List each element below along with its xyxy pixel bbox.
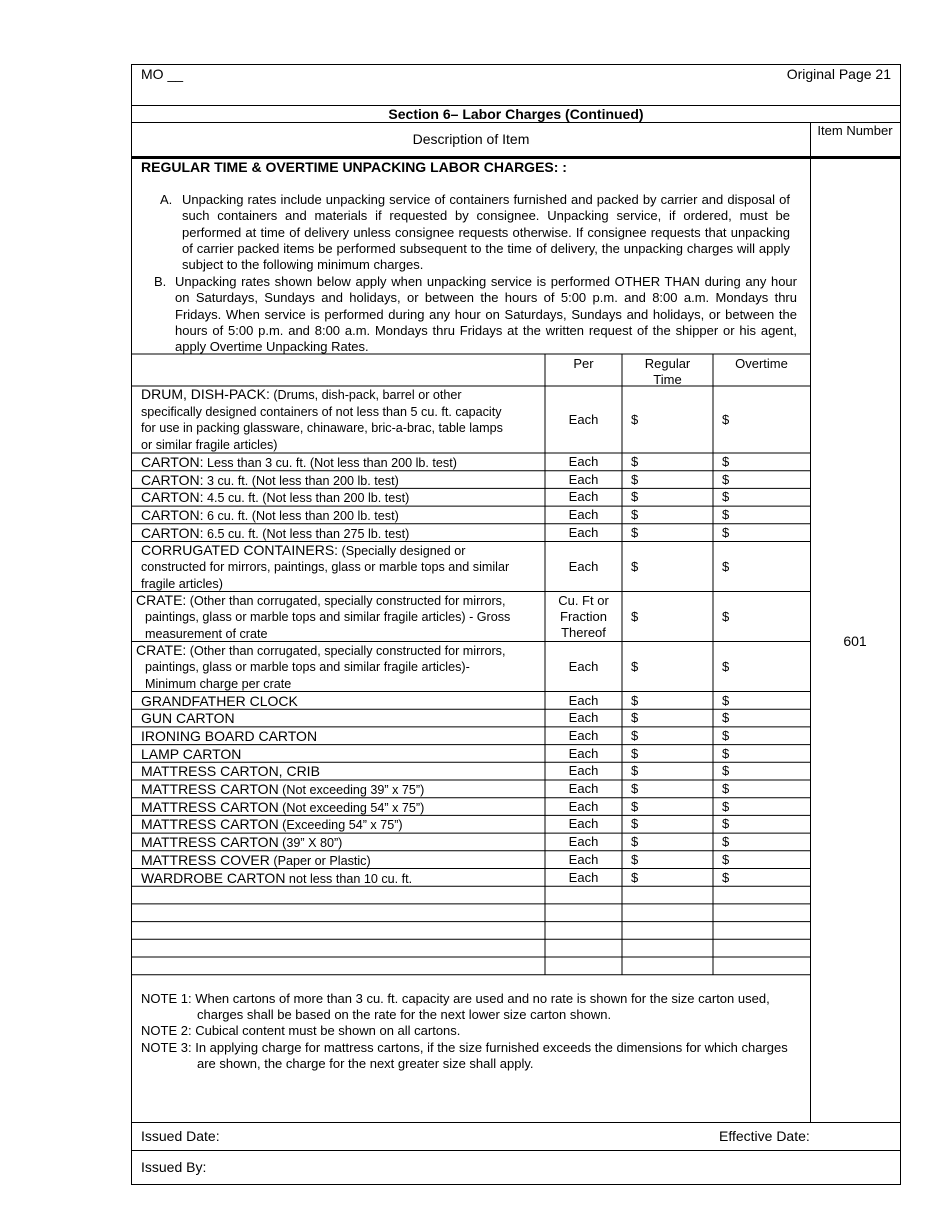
row-per: Each [568,454,599,469]
row-item-detail: (Other than corrugated, specially constructed for mirrors, paintings, glass or marble tops and similar fragile articles)- Minimum charge per crate [145,643,506,691]
notes-block [141,991,801,1072]
table-row [132,869,810,887]
row-per: Each [568,524,599,540]
row-overtime-rate: $ [722,507,730,523]
footer-divider-2 [132,1150,900,1151]
row-description [141,763,541,779]
row-item-name: IRONING BOARD CARTON [141,727,318,744]
main-heading: REGULAR TIME & OVERTIME UNPACKING LABOR CHARGES: : [141,159,567,175]
row-description [141,472,541,489]
row-description [141,870,541,887]
row-regular-rate: $ [631,834,639,850]
row-per: Each [568,489,599,505]
row-per: Each [568,710,599,726]
row-description [141,746,541,762]
table-row [132,592,810,642]
row-item-name: MATTRESS CARTON [141,834,279,851]
note2-text: Cubical content must be shown on all cartons. [195,1023,461,1039]
row-per: Each [568,411,599,427]
issued-by-label: Issued By: [141,1159,207,1175]
row-item-name: GRANDFATHER CLOCK [141,692,298,709]
row-overtime-rate: $ [722,851,730,867]
row-item-name: MATTRESS CARTON, CRIB [141,763,320,780]
row-regular-rate: $ [631,727,639,743]
row-regular-rate: $ [631,745,639,761]
row-item-detail: (Not exceeding 54” x 75”) [278,800,425,815]
overtime-column-header: Overtime [735,356,788,371]
table-row [132,386,810,453]
row-overtime-rate: $ [722,489,730,505]
table-row [132,506,810,524]
row-overtime-rate: $ [722,798,730,814]
section-title: Section 6– Labor Charges (Continued) [388,106,644,122]
note3-text: In applying charge for mattress cartons, if the size furnished exceeds the dimensions for which charges are shown, the charge for the next greater size shall apply. [195,1039,788,1071]
row-description [141,543,513,593]
row-regular-rate: $ [631,798,639,814]
row-regular-rate: $ [631,454,639,469]
row-item-detail: Less than 3 cu. ft. (Not less than 200 lb. test) [203,456,457,470]
row-regular-rate: $ [631,608,639,624]
regular-time-column-header: Regular Time [644,356,691,387]
row-item-name: CORRUGATED CONTAINERS: [141,541,339,558]
row-description [141,525,541,542]
row-description [136,593,517,643]
row-regular-rate: $ [631,411,639,427]
row-per: Each [568,692,599,708]
row-item-name: CARTON: [141,524,204,541]
row-description [141,799,541,816]
row-item-detail: 6 cu. ft. (Not less than 200 lb. test) [203,509,399,524]
row-regular-rate: $ [631,558,639,574]
original-page-label: Original Page 21 [786,66,891,82]
footer-divider [132,1122,900,1123]
issued-date-label: Issued Date: [141,1128,220,1144]
row-description [141,693,541,709]
row-item-detail: (Paper or Plastic) [269,853,371,868]
table-row [132,727,810,745]
row-per: Each [568,834,599,850]
row-overtime-rate: $ [722,781,730,796]
row-per: Each [568,745,599,761]
paragraph-b-label: B. [154,274,167,289]
row-regular-rate: $ [631,816,639,832]
row-regular-rate: $ [631,471,639,487]
note2-label: NOTE 2: [141,1023,192,1039]
note3-label: NOTE 3: [141,1039,192,1055]
row-description [141,489,541,506]
row-per: Each [568,851,599,867]
row-item-detail: (39” X 80”) [278,836,343,851]
item-number-value: 601 [843,633,867,649]
row-per: Each [568,798,599,814]
table-row [132,815,810,833]
description-column-header: Description of Item [412,131,530,147]
row-item-name: CRATE: [136,641,187,658]
table-row [132,542,810,592]
table-row [132,851,810,869]
row-regular-rate: $ [631,658,639,674]
row-regular-rate: $ [631,710,639,726]
row-description [141,507,541,524]
row-description [141,781,541,798]
tariff-page [131,64,901,1185]
row-item-detail: (Specially designed or constructed for mirrors, paintings, glass or marble tops and similar fragile articles) [141,543,510,591]
row-per: Each [568,763,599,779]
note1-text: When cartons of more than 3 cu. ft. capacity are used and no rate is shown for the size carton used, charges shall be based on the rate for the next lower size carton shown. [195,991,770,1023]
table-row [132,780,810,798]
row-regular-rate: $ [631,489,639,505]
row-item-name: MATTRESS CARTON [141,798,279,815]
table-row [132,471,810,489]
row-per: Each [568,558,599,574]
row-per: Each [568,869,599,885]
table-row [132,745,810,763]
row-item-name: MATTRESS CARTON [141,781,279,797]
row-regular-rate: $ [631,507,639,523]
row-item-name: CARTON: [141,489,204,506]
row-regular-rate: $ [631,692,639,708]
row-overtime-rate: $ [722,411,730,427]
table-row [132,709,810,727]
row-description [136,643,517,693]
row-regular-rate: $ [631,869,639,885]
row-description [141,454,541,471]
row-overtime-rate: $ [722,763,730,779]
row-regular-rate: $ [631,851,639,867]
table-row [132,453,810,471]
row-overtime-rate: $ [722,471,730,487]
row-overtime-rate: $ [722,869,730,885]
row-item-detail: (Exceeding 54” x 75”) [278,818,403,833]
table-row [132,524,810,542]
row-item-detail: (Drums, dish-pack, barrel or other specifically designed containers of not less than 5 cu. ft. capacity for use in packing glassware, chinaware, bric-a-brac, table lamps or similar fragile articles) [141,388,503,452]
row-overtime-rate: $ [722,608,730,624]
row-item-name: LAMP CARTON [141,745,242,762]
row-overtime-rate: $ [722,727,730,743]
per-column-header: Per [573,356,594,371]
row-per: Each [568,781,599,796]
row-item-name: CARTON: [141,454,204,470]
paragraph-b: Unpacking rates shown below apply when unpacking service is performed OTHER THAN during any hour on Saturdays, Sundays and holidays, or between the hours of 5:00 p.m. and 8:00 a.m. Mondays thru Fridays. When service is performed during any hour on Saturdays, Sundays and holidays, or between the hours of 5:00 p.m. and 8:00 a.m. Mondays thru Fridays at the written request of the shipper or his agent, apply Overtime Unpacking Rates. [175,274,797,355]
row-per: Cu. Ft or Fraction Thereof [558,592,609,640]
row-per: Each [568,816,599,832]
row-item-name: WARDROBE CARTON [141,869,286,886]
row-item-detail: not less than 10 cu. ft. [285,871,413,886]
row-overtime-rate: $ [722,558,730,574]
table-row [132,488,810,506]
row-regular-rate: $ [631,524,639,540]
row-per: Each [568,507,599,523]
row-overtime-rate: $ [722,658,730,674]
row-item-name: CARTON: [141,507,204,524]
table-row [132,798,810,816]
table-row [132,762,810,780]
row-item-name: MATTRESS CARTON [141,816,279,833]
row-description [141,816,541,833]
row-per: Each [568,658,599,674]
row-per: Each [568,727,599,743]
row-per: Each [568,471,599,487]
note1-label: NOTE 1: [141,991,192,1006]
row-item-name: CRATE: [136,591,187,608]
row-item-name: GUN CARTON [141,710,235,727]
row-item-detail: 4.5 cu. ft. (Not less than 200 lb. test) [203,491,410,506]
effective-date-label: Effective Date: [719,1128,810,1144]
row-item-detail: 3 cu. ft. (Not less than 200 lb. test) [203,473,399,488]
row-overtime-rate: $ [722,524,730,540]
row-description [141,834,541,851]
row-overtime-rate: $ [722,834,730,850]
row-item-detail: 6.5 cu. ft. (Not less than 275 lb. test) [203,526,410,541]
row-regular-rate: $ [631,781,639,796]
row-overtime-rate: $ [722,692,730,708]
row-overtime-rate: $ [722,816,730,832]
row-overtime-rate: $ [722,745,730,761]
row-description [141,728,541,744]
row-regular-rate: $ [631,763,639,779]
table-row [132,642,810,692]
table-row [132,833,810,851]
row-item-name: DRUM, DISH-PACK: [141,386,270,402]
row-description [141,710,541,726]
row-description [141,852,541,869]
paragraph-a: Unpacking rates include unpacking service of containers furnished and packed by carrier and disposal of such containers and materials if requested by consignee. Unpacking service, if ordered, must be performed at time of delivery unless consignee requests otherwise. If consignee requests that unpacking of carrier packed items be performed subsequent to the time of delivery, the unpacking charges will apply subject to the following minimum charges. [182,192,790,273]
row-description [141,387,513,453]
paragraph-a-label: A. [160,192,173,207]
item-number-column-header: Item Number [817,123,893,138]
row-item-detail: (Not exceeding 39” x 75”) [278,783,425,797]
row-item-name: CARTON: [141,471,204,488]
row-overtime-rate: $ [722,454,730,469]
row-item-detail: (Other than corrugated, specially constructed for mirrors, paintings, glass or marble tops and similar fragile articles) - Gross measurement of crate [145,593,511,641]
row-overtime-rate: $ [722,710,730,726]
row-item-name: MATTRESS COVER [141,851,270,868]
table-row [132,692,810,710]
mo-label: MO __ [141,66,184,82]
